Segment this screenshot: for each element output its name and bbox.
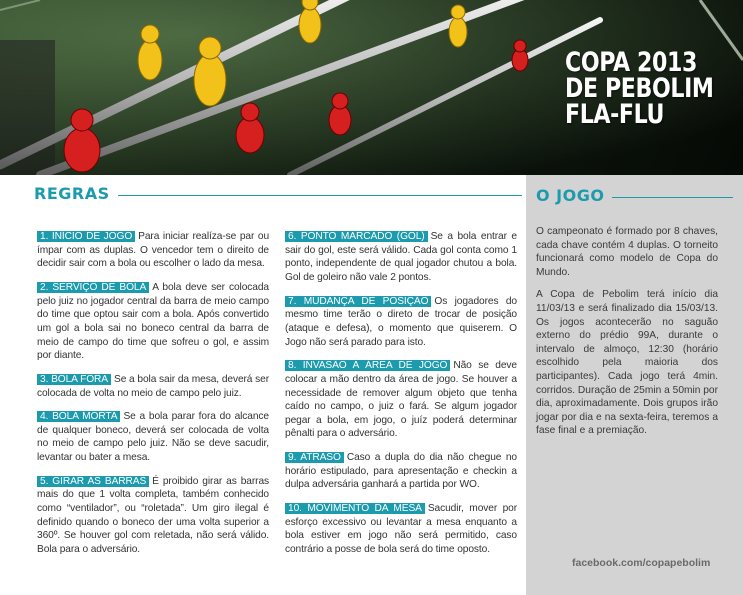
rules-title: REGRAS [34, 184, 110, 203]
game-title: O JOGO [536, 186, 605, 205]
rule-title: 5. GIRAR AS BARRAS [37, 476, 149, 487]
rule-title: 6. PONTO MARCADO (GOL) [285, 231, 428, 242]
rule-title: 3. BOLA FORA [37, 374, 111, 385]
rule-text: Se a bola entrar e sair do gol, este será válido. Cada gol conta como 1 ponto, independente de qual jogador chutou a bola. Gol de goleiro não vale 2 pontos. [285, 231, 517, 283]
game-divider [612, 197, 733, 198]
rule-text: Se a bola parar fora do alcance de qualquer boneco, deverá ser colocada de volta no meio de campo pelo juiz. Não se deve sacudir, levantar ou bater a mesa. [37, 411, 269, 464]
rule-text: Se a bola sair da mesa, deverá ser colocada de volta no meio de campo pelo juiz. [37, 373, 270, 399]
rule-text: É proibido girar as barras mais do que 1 volta completa, também conhecido como “ventilador”, ou “roletada”. Um giro ilegal é definido quando o boneco der uma volta superior a 360º. Se houver gol com reletada, não será válido. Bola para o adversário. [37, 475, 270, 555]
rule-title: 8. INVASÃO A ÁREA DE JOGO [285, 360, 450, 371]
hero-title-line-1: COPA 2013 [565, 47, 698, 78]
game-paragraph: A Copa de Pebolim terá início dia 11/03/13 e será finalizado dia 15/03/13. Os jogos acontecerão no saguão externo do prédio 99A, durante o intervalo de almoço, 12:30 (horário escolhido pela maioria dos participantes). Cada jogo terá 4min. corridos. Duração de 25min a 50min por dia, aproximadamente. Dois grupos irão jogar por dia e na sexta-feira, teremos a fase final e a premiação. [536, 289, 718, 437]
game-paragraph: O campeonato é formado por 8 chaves, cada chave contém 4 duplas. O torneito funcionará como modelo de Copa do Mundo. [536, 226, 718, 278]
game-heading [536, 186, 733, 205]
hero-title-line-2: DE PEBOLIM [565, 73, 714, 104]
rule-title: 9. ATRASO [285, 452, 344, 463]
rule-item [285, 359, 517, 441]
game-info-panel [526, 175, 743, 595]
rules-section [34, 184, 522, 555]
rule-title: 7. MUDANÇA DE POSIÇÃO [285, 296, 431, 307]
rule-item [285, 502, 517, 556]
hero-title-line-3: FLA-FLU [565, 99, 665, 130]
rule-item [37, 281, 269, 363]
rule-title: 2. SERVIÇO DE BOLA [37, 282, 149, 293]
rules-heading [34, 184, 522, 203]
rule-text: Para iniciar realíza-se par ou ímpar com as duplas. O vencedor tem o direito de decidir sair com a bola ou escolher o lado da mesa. [37, 231, 270, 270]
rule-item [37, 230, 269, 271]
game-info-body [536, 225, 718, 447]
rule-item [37, 475, 269, 557]
rules-divider [118, 195, 522, 196]
rule-text: Caso a dupla do dia não chegue no horário estipulado, para apresentação e checkin a dulpa adversária ganhará a partida por WO. [285, 452, 517, 491]
rule-item [37, 373, 269, 400]
rule-item [285, 230, 517, 284]
rule-item [37, 410, 269, 464]
facebook-link[interactable]: facebook.com/copapebolim [572, 557, 711, 569]
rule-text: Os jogadores do mesmo time terão o direto de trocar de posição (ataque e defesa), o momento que quiserem. O Jogo não será parado para isto. [285, 295, 517, 348]
rule-item [285, 295, 517, 349]
hero-title [565, 47, 714, 130]
rule-text: Não se deve colocar a mão dentro da área de jogo. Se houver a necessidade de remover algum objeto que tenha caído no campo, o juiz o fará. Se algum jogador pegar a bola, em jogo, o juíz poderá determinar pênalti para o adversário. [285, 360, 517, 440]
rules-column-2 [285, 220, 517, 564]
rules-column-1 [37, 220, 269, 564]
rule-item [285, 451, 517, 492]
rule-title: 1. INÍCIO DE JOGO [37, 231, 135, 242]
foosball-photo [0, 0, 743, 175]
rule-text: A bola deve ser colocada pelo juiz no jogador central da barra de meio campo do time que optou sair com a bola. Após convertido um gol a bola sai no boneco central da barra de meio de campo do time que sofreu o gol, e assim por diante. [37, 282, 269, 362]
rule-text: Sacudir, mover por esforço excessivo ou levantar a mesa enquanto a bola estiver em jogo não será permitido, caso contrário a posse de bola será do time oposto. [285, 503, 517, 555]
rule-title: 10. MOVIMENTO DA MESA [285, 503, 425, 514]
rule-title: 4. BOLA MORTA [37, 411, 120, 422]
